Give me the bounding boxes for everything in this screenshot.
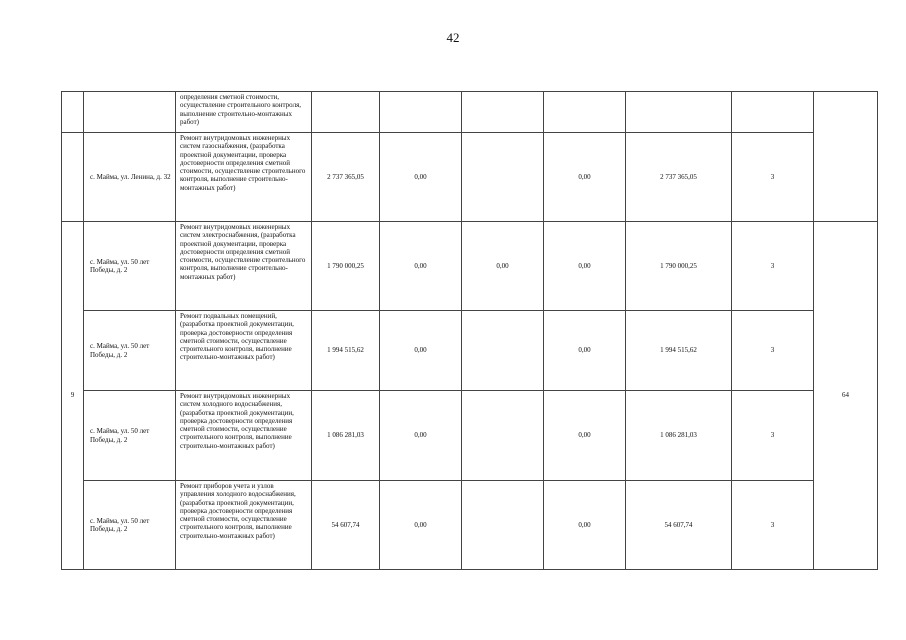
total-cost-cell: 1 790 000,25 — [312, 222, 380, 311]
total-cost-cell: 2 737 365,05 — [312, 133, 380, 222]
cost-col2-cell — [462, 481, 544, 570]
cost-col5-cell: 3 — [732, 311, 814, 391]
work-description-cell: определения сметной стоимости, осуществление строительного контроля, выполнение строительно-монтажных работ) — [176, 92, 312, 133]
budget-table — [61, 91, 878, 570]
group-total-cell: 64 — [814, 222, 878, 570]
cost-col5-cell: 3 — [732, 222, 814, 311]
group-number-cell: 9 — [62, 222, 84, 570]
work-description-cell: Ремонт приборов учета и узлов управления холодного водоснабжения, (разработка проектной документации, проверка достоверности определения сметной стоимости, осуществление строительного контроля, выполнение строительно-монтажных работ) — [176, 481, 312, 570]
cost-col2-cell — [462, 133, 544, 222]
total-cost-cell: 1 994 515,62 — [312, 311, 380, 391]
table-row — [62, 133, 878, 222]
work-description-cell: Ремонт внутридомовых инженерных систем холодного водоснабжения, (разработка проектной документации, проверка достоверности определения сметной стоимости, осуществление строительного контроля, выполнение строительно-монтажных работ) — [176, 391, 312, 481]
address-cell: с. Майма, ул. 50 лет Победы, д. 2 — [84, 391, 176, 481]
cost-col2-cell — [462, 391, 544, 481]
table-row — [62, 222, 878, 311]
address-cell — [84, 92, 176, 133]
cost-col4-cell: 1 994 515,62 — [626, 311, 732, 391]
cost-col4-cell: 2 737 365,05 — [626, 133, 732, 222]
address-cell: с. Майма, ул. 50 лет Победы, д. 2 — [84, 222, 176, 311]
cost-col1-cell: 0,00 — [380, 311, 462, 391]
cost-col2-cell — [462, 311, 544, 391]
group-total-cell-empty — [814, 92, 878, 222]
cost-col4-cell — [626, 92, 732, 133]
cost-col5-cell — [732, 92, 814, 133]
address-cell: с. Майма, ул. 50 лет Победы, д. 2 — [84, 311, 176, 391]
cost-col3-cell: 0,00 — [544, 222, 626, 311]
cost-col1-cell: 0,00 — [380, 222, 462, 311]
work-description-cell: Ремонт подвальных помещений, (разработка проектной документации, проверка достоверности определения сметной стоимости, осуществление строительного контроля, выполнение строительно-монтажных работ) — [176, 311, 312, 391]
group-number-cell-empty — [62, 92, 84, 133]
cost-col4-cell: 1 086 281,03 — [626, 391, 732, 481]
total-cost-cell — [312, 92, 380, 133]
table-row — [62, 481, 878, 570]
work-description-cell: Ремонт внутридомовых инженерных систем электроснабжения, (разработка проектной документации, проверка достоверности определения сметной стоимости, осуществление строительного контроля, выполнение строительно-монтажных работ) — [176, 222, 312, 311]
cost-col1-cell: 0,00 — [380, 133, 462, 222]
total-cost-cell: 54 607,74 — [312, 481, 380, 570]
cost-col3-cell — [544, 92, 626, 133]
cost-col2-cell: 0,00 — [462, 222, 544, 311]
total-cost-cell: 1 086 281,03 — [312, 391, 380, 481]
cost-col1-cell — [380, 92, 462, 133]
cost-col5-cell: 3 — [732, 391, 814, 481]
address-cell: с. Майма, ул. 50 лет Победы, д. 2 — [84, 481, 176, 570]
cost-col3-cell: 0,00 — [544, 391, 626, 481]
cost-col4-cell: 54 607,74 — [626, 481, 732, 570]
table-row — [62, 92, 878, 133]
table-row — [62, 391, 878, 481]
group-number-cell-empty — [62, 133, 84, 222]
cost-col5-cell: 3 — [732, 133, 814, 222]
page-number: 42 — [446, 30, 460, 45]
cost-col5-cell: 3 — [732, 481, 814, 570]
cost-col2-cell — [462, 92, 544, 133]
cost-col4-cell: 1 790 000,25 — [626, 222, 732, 311]
cost-col1-cell: 0,00 — [380, 481, 462, 570]
cost-col3-cell: 0,00 — [544, 133, 626, 222]
cost-col3-cell: 0,00 — [544, 481, 626, 570]
address-cell: с. Майма, ул. Ленина, д. 32 — [84, 133, 176, 222]
table-row — [62, 311, 878, 391]
cost-col1-cell: 0,00 — [380, 391, 462, 481]
work-description-cell: Ремонт внутридомовых инженерных систем газоснабжения, (разработка проектной документации, проверка достоверности определения сметной стоимости, осуществление строительного контроля, выполнение строительно-монтажных работ) — [176, 133, 312, 222]
cost-col3-cell: 0,00 — [544, 311, 626, 391]
